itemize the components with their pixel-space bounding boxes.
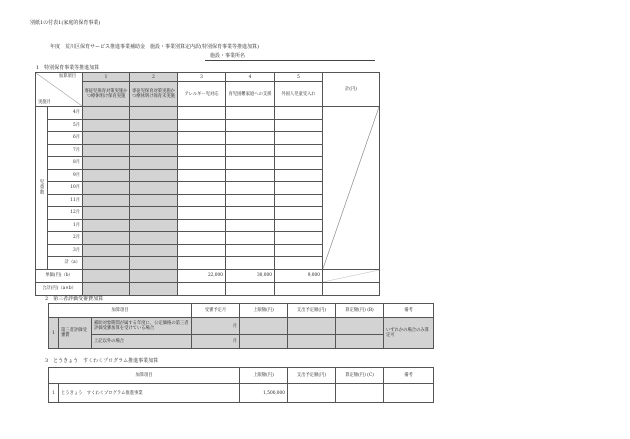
side-label-cell bbox=[36, 107, 48, 270]
cell[interactable] bbox=[178, 282, 226, 295]
cell[interactable] bbox=[275, 244, 323, 257]
col4-num: 4 bbox=[226, 73, 275, 82]
cell[interactable] bbox=[83, 144, 130, 157]
total-slashed bbox=[323, 107, 380, 270]
s2-sub-label-2: 上記以外の場合 bbox=[92, 335, 192, 349]
unit-price-2 bbox=[130, 269, 178, 282]
cell[interactable] bbox=[226, 219, 275, 232]
month-label: 11月 bbox=[48, 194, 83, 207]
s2-upper-1[interactable] bbox=[240, 318, 288, 335]
cell[interactable] bbox=[83, 207, 130, 220]
amount-label: 合計(円)（a×b） bbox=[36, 282, 83, 295]
s3-header-item: 加算項目 bbox=[49, 368, 240, 384]
s2-header-upper: 上限額(円) bbox=[240, 304, 288, 318]
s3-planned[interactable] bbox=[288, 384, 336, 403]
s3-header-upper: 上限額(円) bbox=[240, 368, 288, 384]
cell[interactable] bbox=[130, 157, 178, 170]
cell[interactable] bbox=[226, 144, 275, 157]
cell[interactable] bbox=[178, 107, 226, 120]
cell[interactable] bbox=[178, 169, 226, 182]
col5-label: 外国人児童受入れ bbox=[275, 82, 323, 107]
amount-total[interactable] bbox=[323, 282, 380, 295]
col2-num: 2 bbox=[130, 73, 178, 82]
cell[interactable] bbox=[83, 182, 130, 195]
month-label: 2月 bbox=[48, 232, 83, 245]
cell[interactable] bbox=[178, 232, 226, 245]
month-label: 12月 bbox=[48, 207, 83, 220]
s2-row-num: 1 bbox=[49, 318, 59, 349]
cell[interactable] bbox=[130, 194, 178, 207]
cell[interactable] bbox=[130, 207, 178, 220]
col4-label: 育児困難家庭への支援 bbox=[226, 82, 275, 107]
cell[interactable] bbox=[226, 107, 275, 120]
month-label: 6月 bbox=[48, 132, 83, 145]
s2-header-item: 加算項目 bbox=[49, 304, 192, 318]
col3-num: 3 bbox=[178, 73, 226, 82]
s2-planned-1[interactable] bbox=[288, 318, 336, 335]
cell[interactable] bbox=[275, 194, 323, 207]
cell[interactable] bbox=[178, 119, 226, 132]
cell[interactable] bbox=[275, 207, 323, 220]
cell[interactable] bbox=[275, 282, 323, 295]
col3-label: アレルギー児対応 bbox=[178, 82, 226, 107]
cell[interactable] bbox=[226, 257, 275, 270]
cell[interactable] bbox=[226, 157, 275, 170]
page-title: 年度 荒川区保育サービス推進事業補助金 施設・事業別算定内訳(特別保育事業等推進加算) bbox=[50, 44, 259, 50]
cell[interactable] bbox=[178, 132, 226, 145]
s3-header-planned: 支出予定額(円) bbox=[288, 368, 336, 384]
cell[interactable] bbox=[178, 182, 226, 195]
cell[interactable] bbox=[226, 119, 275, 132]
s2-planned-2[interactable] bbox=[288, 335, 336, 349]
col1-num: 1 bbox=[83, 73, 130, 82]
cell[interactable] bbox=[226, 282, 275, 295]
unit-price-1 bbox=[83, 269, 130, 282]
unit-price-total-slashed bbox=[323, 269, 380, 282]
month-label: 3月 bbox=[48, 244, 83, 257]
cell[interactable] bbox=[226, 194, 275, 207]
cell[interactable] bbox=[226, 232, 275, 245]
cell[interactable] bbox=[130, 232, 178, 245]
s3-header-calc bbox=[336, 368, 384, 384]
s2-header-month: 受審予定月 bbox=[192, 304, 240, 318]
cell[interactable] bbox=[130, 144, 178, 157]
s2-upper-2[interactable] bbox=[240, 335, 288, 349]
col1-label: 専従児保育対策実施かつ療休明け保育実施 bbox=[83, 82, 130, 107]
cell[interactable] bbox=[83, 157, 130, 170]
cell[interactable] bbox=[275, 132, 323, 145]
cell[interactable] bbox=[83, 257, 130, 270]
cell[interactable] bbox=[130, 169, 178, 182]
cell[interactable] bbox=[83, 282, 130, 295]
col-total-header: 計(円) bbox=[323, 73, 380, 107]
unit-price-5: 9,000 bbox=[275, 269, 323, 282]
s2-calc-mark: (B) bbox=[367, 308, 374, 313]
cell[interactable] bbox=[275, 107, 323, 120]
cell[interactable] bbox=[226, 244, 275, 257]
s2-sub-label-1: 補助対象期間が属する年度に、公定価格の第三者評価受審加算を受けている場合 bbox=[92, 318, 192, 335]
s3-row-num: 1 bbox=[49, 384, 59, 403]
total-row-label: 計（a） bbox=[48, 257, 83, 270]
s3-item-label: とうきょう すくわくプログラム推進事業 bbox=[59, 384, 240, 403]
cell[interactable] bbox=[130, 119, 178, 132]
cell[interactable] bbox=[178, 144, 226, 157]
s2-header-calc bbox=[336, 304, 384, 318]
cell[interactable] bbox=[130, 107, 178, 120]
cell[interactable] bbox=[275, 232, 323, 245]
s3-calc[interactable] bbox=[336, 384, 384, 403]
month-label: 4月 bbox=[48, 107, 83, 120]
month-label: 8月 bbox=[48, 157, 83, 170]
side-label: 児童数 bbox=[39, 178, 44, 195]
section3-table bbox=[48, 367, 434, 403]
corner-bottom-label: 実施月 bbox=[38, 100, 51, 105]
cell[interactable] bbox=[275, 182, 323, 195]
cell[interactable] bbox=[178, 157, 226, 170]
facility-underline bbox=[205, 60, 375, 61]
s3-calc-label: 算定額(円) bbox=[345, 373, 366, 378]
cell[interactable] bbox=[226, 169, 275, 182]
cell[interactable] bbox=[130, 132, 178, 145]
section1-title: 1 特別保育事業等推進加算 bbox=[36, 65, 100, 71]
cell[interactable] bbox=[178, 207, 226, 220]
s2-header-notes: 備考 bbox=[384, 304, 434, 318]
col5-num: 5 bbox=[275, 73, 323, 82]
s2-month-2[interactable]: 月 bbox=[192, 335, 240, 349]
cell[interactable] bbox=[130, 244, 178, 257]
month-label: 1月 bbox=[48, 219, 83, 232]
cell[interactable] bbox=[130, 219, 178, 232]
cell[interactable] bbox=[226, 207, 275, 220]
cell[interactable] bbox=[130, 282, 178, 295]
cell[interactable] bbox=[83, 132, 130, 145]
month-label: 10月 bbox=[48, 182, 83, 195]
cell[interactable] bbox=[130, 257, 178, 270]
s3-header-notes: 備考 bbox=[384, 368, 434, 384]
s3-upper-value: 1,500,000 bbox=[240, 384, 288, 403]
cell[interactable] bbox=[130, 182, 178, 195]
cell[interactable] bbox=[275, 219, 323, 232]
cell[interactable] bbox=[178, 219, 226, 232]
corner-cell bbox=[36, 73, 83, 107]
cell[interactable] bbox=[178, 257, 226, 270]
form-id: 別紙1の付表1(家庭的保育事業) bbox=[30, 20, 101, 26]
cell[interactable] bbox=[83, 169, 130, 182]
s2-calc-label: 算定額(円) bbox=[345, 308, 366, 313]
cell[interactable] bbox=[178, 194, 226, 207]
s2-header-planned: 支出予定額(円) bbox=[288, 304, 336, 318]
cell[interactable] bbox=[178, 244, 226, 257]
s2-calc-1[interactable] bbox=[336, 318, 384, 335]
month-label: 7月 bbox=[48, 144, 83, 157]
unit-price-4: 30,000 bbox=[226, 269, 275, 282]
s2-month-1[interactable]: 月 bbox=[192, 318, 240, 335]
facility-label: 施設・事業所名 bbox=[210, 53, 246, 59]
cell[interactable] bbox=[83, 219, 130, 232]
corner-top-label: 加算項目 bbox=[58, 74, 76, 79]
unit-price-label: 単価(円)（b） bbox=[36, 269, 83, 282]
cell[interactable] bbox=[226, 132, 275, 145]
s2-calc-2[interactable] bbox=[336, 335, 384, 349]
cell[interactable] bbox=[83, 119, 130, 132]
cell[interactable] bbox=[275, 257, 323, 270]
cell[interactable] bbox=[83, 107, 130, 120]
s2-item-label: 第三者評価受審費 bbox=[59, 318, 92, 349]
section1-table bbox=[35, 72, 380, 296]
unit-price-3: 22,000 bbox=[178, 269, 226, 282]
cell[interactable] bbox=[275, 144, 323, 157]
cell[interactable] bbox=[83, 232, 130, 245]
cell[interactable] bbox=[275, 119, 323, 132]
s3-calc-mark: (C) bbox=[367, 373, 374, 378]
col2-label: 専従児保育対策実施かつ療休明け保育未実施 bbox=[130, 82, 178, 107]
cell[interactable] bbox=[275, 157, 323, 170]
section2-table bbox=[48, 303, 434, 349]
s2-note: いずれかの場合のみ算定可 bbox=[384, 318, 434, 349]
cell[interactable] bbox=[83, 244, 130, 257]
cell[interactable] bbox=[226, 182, 275, 195]
month-label: 9月 bbox=[48, 169, 83, 182]
section3-title: 3 とうきょう すくわくプログラム推進事業加算 bbox=[45, 358, 159, 364]
section2-title: 2 第三者評価受審費加算 bbox=[45, 296, 104, 302]
month-label: 5月 bbox=[48, 119, 83, 132]
s3-notes[interactable] bbox=[384, 384, 434, 403]
cell[interactable] bbox=[275, 169, 323, 182]
cell[interactable] bbox=[83, 194, 130, 207]
